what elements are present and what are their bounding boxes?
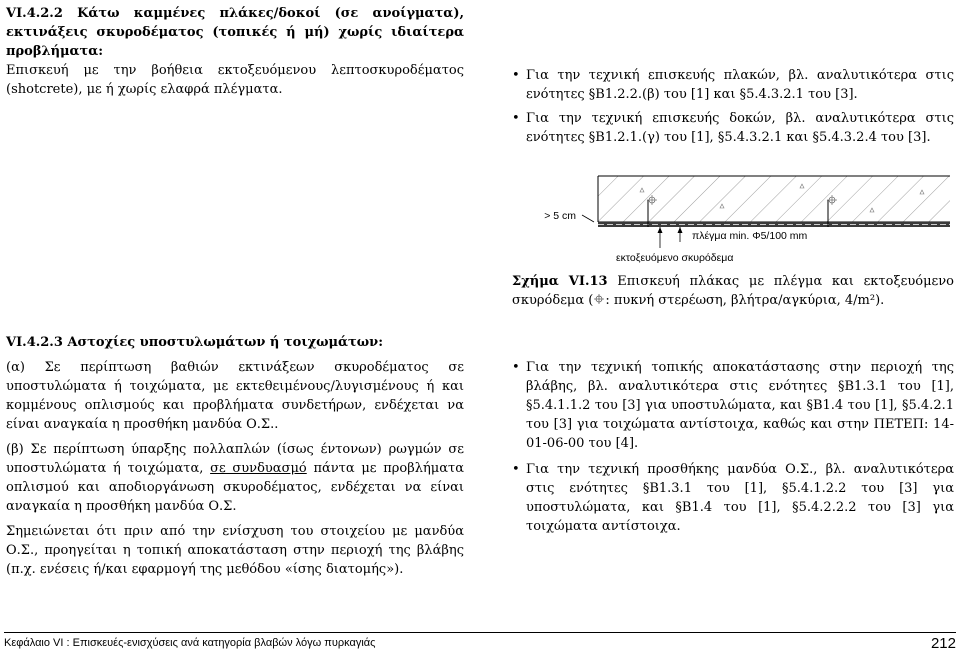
mesh-arrowhead bbox=[678, 227, 683, 233]
shotcrete-label: εκτοξευόμενο σκυρόδεμα bbox=[616, 252, 734, 264]
section-heading: VI.4.2.2 Κάτω καμμένες πλάκες/δοκοί (σε ανοίγματα), εκτινάξεις σκυροδέματος (τοπικές ή μή) χωρίς ιδιαίτερα προβλήματα: bbox=[6, 6, 464, 59]
list-item: • Για την τεχνική επισκευής πλακών, βλ. αναλυτικότερα στις ενότητες §Β1.2.2.(β) του [1] και §5.4.3.2.1 του [3]. bbox=[512, 66, 954, 104]
cover-label: > 5 cm bbox=[544, 210, 576, 222]
section-2-left bbox=[6, 333, 464, 579]
list-item: • Για την τεχνική προσθήκης μανδύα Ο.Σ., βλ. αναλυτικότερα στις ενότητες §Β1.3.1 του [1], §5.4.1.2.2 του [3] για υποστυλώματα, και §Β1.4 του [1], §5.4.2.2.2 του [3] για τοιχώματα αντίστοιχα. bbox=[512, 460, 954, 536]
figure-caption bbox=[512, 272, 954, 310]
repair-figure bbox=[520, 172, 950, 272]
caption-text-end: : πυκνή στερέωση, βλήτρα/αγκύρια, 4/m²). bbox=[605, 293, 885, 308]
paragraph-b: (β) Σε περίπτωση ύπαρξης πολλαπλών (ίσως έντονων) ρωγμών σε υποστυλώματα ή τοιχώματα, σε συνδυασμό πάντα με προβλήματα οπλισμού και αποδιοργάνωση σκυροδέματος, ενδέχεται να είναι αναγκαία η προσθήκη μανδύα Ο.Σ. bbox=[6, 442, 464, 514]
cover-leader bbox=[582, 215, 594, 222]
section-heading: VI.4.2.3 Αστοχίες υποστυλωμάτων ή τοιχωμάτων: bbox=[6, 335, 383, 350]
page-footer bbox=[4, 632, 956, 652]
section-body: Επισκευή με την βοήθεια εκτοξευόμενου λεπτοσκυροδέματος (shotcrete), με ή χωρίς ελαφρά πλέγματα. bbox=[6, 63, 464, 97]
caption-text: Επισκευή πλάκας με πλέγμα και εκτοξευόμενο σκυρόδεμα ( bbox=[512, 274, 954, 308]
caption-number: Σχήμα VI.13 bbox=[512, 274, 608, 289]
list-item: • Για την τεχνική επισκευής δοκών, βλ. αναλυτικότερα στις ενότητες §Β1.2.1.(γ) του [1], §5.4.3.2.1 και §5.4.3.2.4 του [3]. bbox=[512, 109, 954, 147]
note-paragraph: Σημειώνεται ότι πριν από την ενίσχυση του στοιχείου με μανδύα Ο.Σ., προηγείται η τοπική αποκατάσταση στην περιοχή της βλάβης (π.χ. ενέσεις ή/και εφαρμογή της μεθόδου «ίσης διατομής»). bbox=[6, 524, 464, 577]
anchor-symbol-icon bbox=[593, 293, 605, 305]
footer-chapter: Κεφάλαιο VI : Επισκευές-ενισχύσεις ανά κατηγορία βλαβών λόγω πυρκαγιάς bbox=[4, 637, 376, 649]
paragraph-a: (α) Σε περίπτωση βαθιών εκτινάξεων σκυροδέματος σε υποστυλώματα ή τοιχώματα, με εκτεθειμένους/λυγισμένους ή και κομμένους οπλισμούς και προβλήματα συνδετήρων, ενδέχεται να είναι αναγκαία η προσθήκη μανδύα Ο.Σ.. bbox=[6, 360, 464, 432]
section-2-right bbox=[512, 358, 954, 536]
page-number: 212 bbox=[930, 635, 956, 652]
list-item: • Για την τεχνική τοπικής αποκατάστασης στην περιοχή της βλάβης, βλ. αναλυτικότερα στις ενότητες §Β1.3.1 του [1], §5.4.1.1.2 του [3] για υποστυλώματα, και §Β1.4 του [1], §5.4.2.1 του [3] για τοιχώματα αντίστοιχα, καθώς και στην ΠΕΤΕΠ: 14-01-06-00 του [4]. bbox=[512, 358, 954, 453]
concrete-slab bbox=[598, 176, 950, 222]
shotcrete-arrowhead bbox=[658, 227, 663, 233]
mesh-label: πλέγμα min. Φ5/100 mm bbox=[692, 230, 808, 242]
section-1-right bbox=[512, 66, 954, 147]
section-1-left bbox=[6, 4, 464, 99]
